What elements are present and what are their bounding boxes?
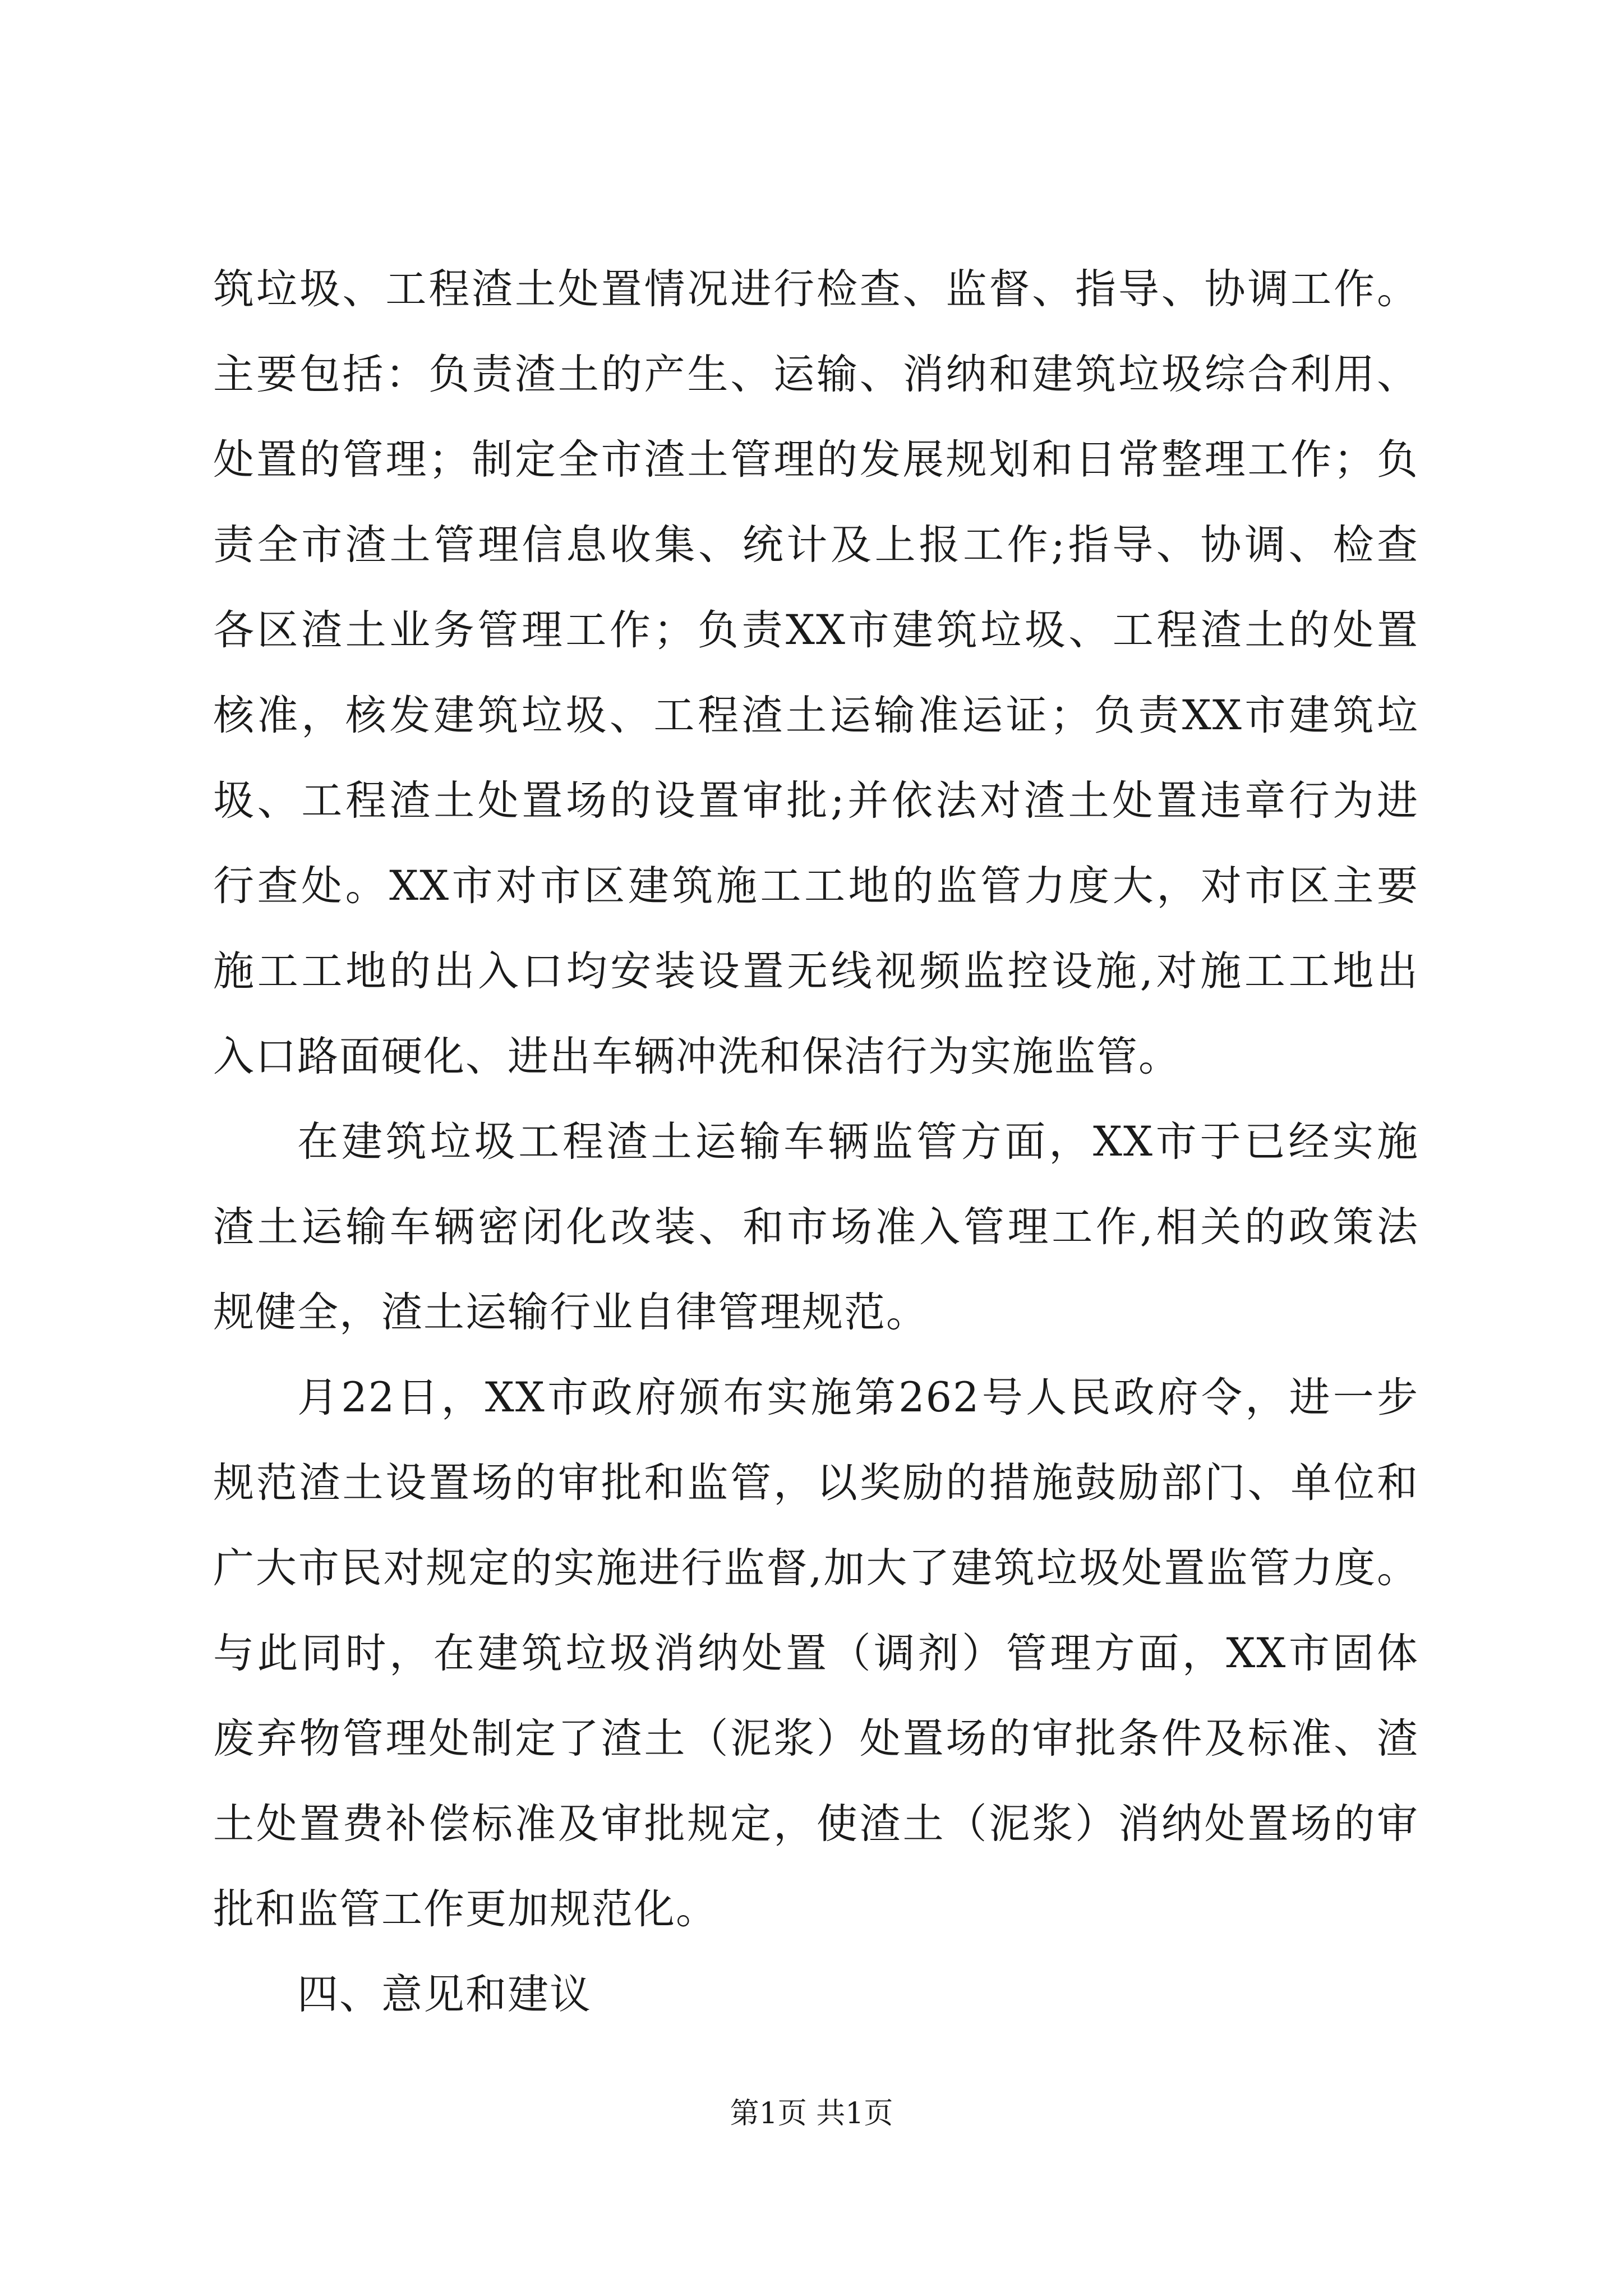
text-line: 批和监管工作更加规范化。 (213, 1885, 718, 1933)
page-number-footer: 第1页 共1页 (730, 2097, 893, 2131)
text-line: 圾、工程渣土处置场的设置审批;并依法对渣土处置违章行为进 (213, 777, 1419, 825)
text-line: 入口路面硬化、进出车辆冲洗和保洁行为实施监管。 (213, 1033, 1181, 1080)
text-line: 土处置费补偿标准及审批规定，使渣土（泥浆）消纳处置场的审 (213, 1800, 1419, 1848)
text-line: 责全市渣土管理信息收集、统计及上报工作;指导、协调、检查 (213, 521, 1419, 569)
text-line: 规范渣土设置场的审批和监管，以奖励的措施鼓励部门、单位和 (213, 1459, 1419, 1507)
text-line: 处置的管理；制定全市渣土管理的发展规划和日常整理工作；负 (213, 436, 1419, 484)
text-line: 行查处。XX市对市区建筑施工工地的监管力度大，对市区主要 (213, 862, 1419, 910)
document-body (213, 247, 1419, 2037)
text-line: 主要包括：负责渣土的产生、运输、消纳和建筑垃圾综合利用、 (213, 351, 1419, 398)
text-line: 废弃物管理处制定了渣土（泥浆）处置场的审批条件及标准、渣 (213, 1715, 1419, 1763)
text-line: 核准，核发建筑垃圾、工程渣土运输准运证；负责XX市建筑垃 (213, 692, 1419, 739)
text-line: 规健全，渣土运输行业自律管理规范。 (213, 1289, 928, 1336)
text-line: 广大市民对规定的实施进行监督,加大了建筑垃圾处置监管力度。 (213, 1544, 1419, 1592)
text-line: 渣土运输车辆密闭化改装、和市场准入管理工作,相关的政策法 (213, 1203, 1419, 1251)
section-heading: 四、意见和建议 (297, 1971, 592, 2018)
text-line: 月22日，XX市政府颁布实施第262号人民政府令，进一步 (297, 1374, 1419, 1421)
paragraph-2 (213, 1099, 1419, 1355)
paragraph-1 (213, 247, 1419, 1099)
text-line: 施工工地的出入口均安装设置无线视频监控设施,对施工工地出 (213, 947, 1419, 995)
text-line: 各区渣土业务管理工作；负责XX市建筑垃圾、工程渣土的处置 (213, 606, 1419, 654)
text-line: 与此同时，在建筑垃圾消纳处置（调剂）管理方面，XX市固体 (213, 1630, 1419, 1677)
text-line: 筑垃圾、工程渣土处置情况进行检查、监督、指导、协调工作。 (213, 265, 1419, 313)
text-line: 在建筑垃圾工程渣土运输车辆监管方面，XX市于已经实施 (297, 1118, 1419, 1166)
paragraph-3 (213, 1355, 1419, 1952)
